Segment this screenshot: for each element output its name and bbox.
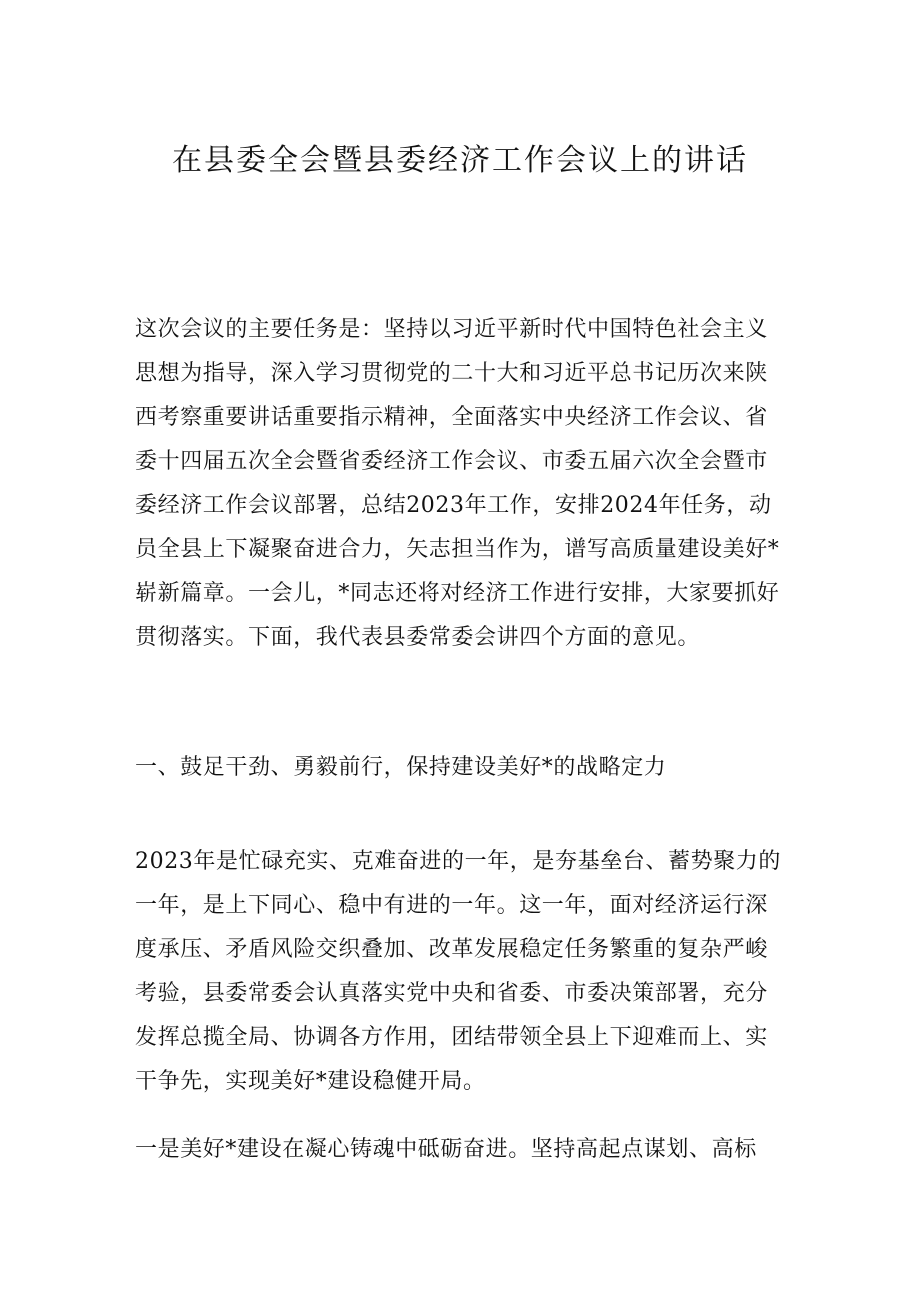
point-paragraph: [135, 1128, 795, 1172]
intro-line: 崭新篇章。一会儿，*同志还将对经济工作进行安排，大家要抓好: [135, 581, 780, 606]
document-title: 在县委全会暨县委经济工作会议上的讲话: [172, 143, 748, 178]
section-line: 一年，是上下同心、稳中有进的一年。这一年，面对经济运行深: [135, 893, 768, 918]
intro-line: 贯彻落实。下面，我代表县委常委会讲四个方面的意见。: [135, 625, 701, 650]
intro-paragraph: [135, 308, 795, 660]
section-line: 度承压、矛盾风险交织叠加、改革发展稳定任务繁重的复杂严峻: [135, 937, 768, 962]
intro-line: 西考察重要讲话重要指示精神，全面落实中央经济工作会议、省: [135, 405, 768, 430]
section-line: 考验，县委常委会认真落实党中央和省委、市委决策部署，充分: [135, 981, 768, 1006]
section-heading: [135, 746, 795, 790]
section-line: 发挥总揽全局、协调各方作用，团结带领全县上下迎难而上、实: [135, 1025, 768, 1050]
intro-line: 委十四届五次全会暨省委经济工作会议、市委五届六次全会暨市: [135, 449, 768, 474]
intro-line: 员全县上下凝聚奋进合力，矢志担当作为，谱写高质量建设美好*: [135, 537, 780, 562]
intro-line: 思想为指导，深入学习贯彻党的二十大和习近平总书记历次来陕: [135, 361, 768, 386]
intro-line: 这次会议的主要任务是：坚持以习近平新时代中国特色社会主义: [135, 317, 768, 342]
section-line: 2023年是忙碌充实、克难奋进的一年，是夯基垒台、蓄势聚力的: [135, 849, 781, 874]
section-heading-text: 一、鼓足干劲、勇毅前行，保持建设美好*的战略定力: [135, 755, 667, 780]
point-line: 一是美好*建设在凝心铸魂中砥砺奋进。坚持高起点谋划、高标: [135, 1137, 757, 1162]
section-paragraph: [135, 840, 795, 1104]
intro-line: 委经济工作会议部署，总结2023年工作，安排2024年任务，动: [135, 493, 772, 518]
section-line: 干争先，实现美好*建设稳健开局。: [135, 1069, 486, 1094]
